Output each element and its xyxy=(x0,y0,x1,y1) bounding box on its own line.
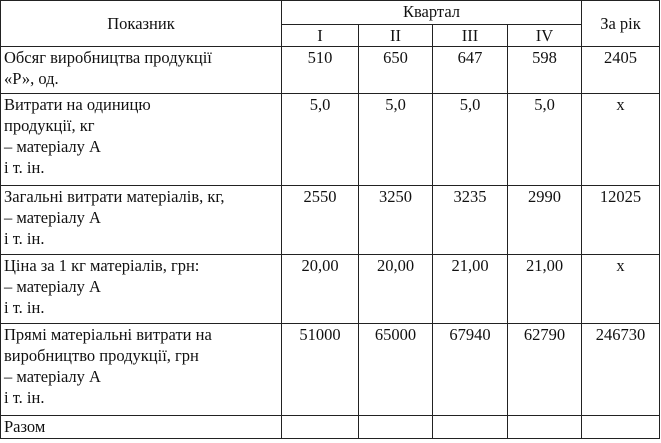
cell-q3 xyxy=(433,416,508,439)
row-label xyxy=(1,47,282,94)
table-row xyxy=(1,47,660,94)
cell-q1: 510 xyxy=(282,47,359,94)
table-row xyxy=(1,94,660,186)
cell-q3: 647 xyxy=(433,47,508,94)
cell-year: 246730 xyxy=(582,324,660,416)
row-label xyxy=(1,255,282,324)
table-row xyxy=(1,324,660,416)
label-line: Витрати на одиницю xyxy=(4,95,151,114)
label-line: – матеріалу А xyxy=(4,367,101,386)
label-line: Ціна за 1 кг матеріалів, грн: xyxy=(4,256,200,275)
table-row xyxy=(1,255,660,324)
label-line: і т. ін. xyxy=(4,298,45,317)
year-header: За рік xyxy=(582,1,660,47)
label-line: і т. ін. xyxy=(4,158,45,177)
cell-q1: 51000 xyxy=(282,324,359,416)
quarter-2-header: II xyxy=(359,25,433,47)
label-line: виробництво продукції, грн xyxy=(4,346,199,365)
label-line: Загальні витрати матеріалів, кг, xyxy=(4,187,225,206)
cell-q1 xyxy=(282,416,359,439)
cell-q4: 21,00 xyxy=(508,255,582,324)
row-label xyxy=(1,416,282,439)
label-line: – матеріалу А xyxy=(4,137,101,156)
cell-year: 2405 xyxy=(582,47,660,94)
label-line: Разом xyxy=(4,417,46,436)
label-line: і т. ін. xyxy=(4,229,45,248)
cell-q3: 21,00 xyxy=(433,255,508,324)
label-line: – матеріалу А xyxy=(4,208,101,227)
indicator-header: Показник xyxy=(1,1,282,47)
cell-q4: 62790 xyxy=(508,324,582,416)
quarter-1-header: I xyxy=(282,25,359,47)
row-label xyxy=(1,186,282,255)
cell-year: х xyxy=(582,94,660,186)
cell-q2: 65000 xyxy=(359,324,433,416)
label-line: Прямі матеріальні витрати на xyxy=(4,325,212,344)
table-row xyxy=(1,186,660,255)
quarter-header: Квартал xyxy=(282,1,582,25)
cell-q2: 5,0 xyxy=(359,94,433,186)
label-line: Обсяг виробництва продукції xyxy=(4,48,212,67)
cell-q1: 20,00 xyxy=(282,255,359,324)
cell-q2: 3250 xyxy=(359,186,433,255)
label-line: і т. ін. xyxy=(4,388,45,407)
cell-q1: 5,0 xyxy=(282,94,359,186)
cell-year: х xyxy=(582,255,660,324)
row-label xyxy=(1,94,282,186)
cell-year: 12025 xyxy=(582,186,660,255)
cell-year xyxy=(582,416,660,439)
table-row xyxy=(1,416,660,439)
cell-q3: 67940 xyxy=(433,324,508,416)
cell-q4 xyxy=(508,416,582,439)
cell-q2: 650 xyxy=(359,47,433,94)
row-label xyxy=(1,324,282,416)
cell-q3: 5,0 xyxy=(433,94,508,186)
cell-q1: 2550 xyxy=(282,186,359,255)
quarter-4-header: IV xyxy=(508,25,582,47)
cell-q2: 20,00 xyxy=(359,255,433,324)
label-line: – матеріалу А xyxy=(4,277,101,296)
cell-q4: 2990 xyxy=(508,186,582,255)
label-line: «Р», од. xyxy=(4,69,59,88)
cell-q2 xyxy=(359,416,433,439)
quarter-3-header: III xyxy=(433,25,508,47)
cell-q3: 3235 xyxy=(433,186,508,255)
label-line: продукції, кг xyxy=(4,116,95,135)
cell-q4: 5,0 xyxy=(508,94,582,186)
cell-q4: 598 xyxy=(508,47,582,94)
